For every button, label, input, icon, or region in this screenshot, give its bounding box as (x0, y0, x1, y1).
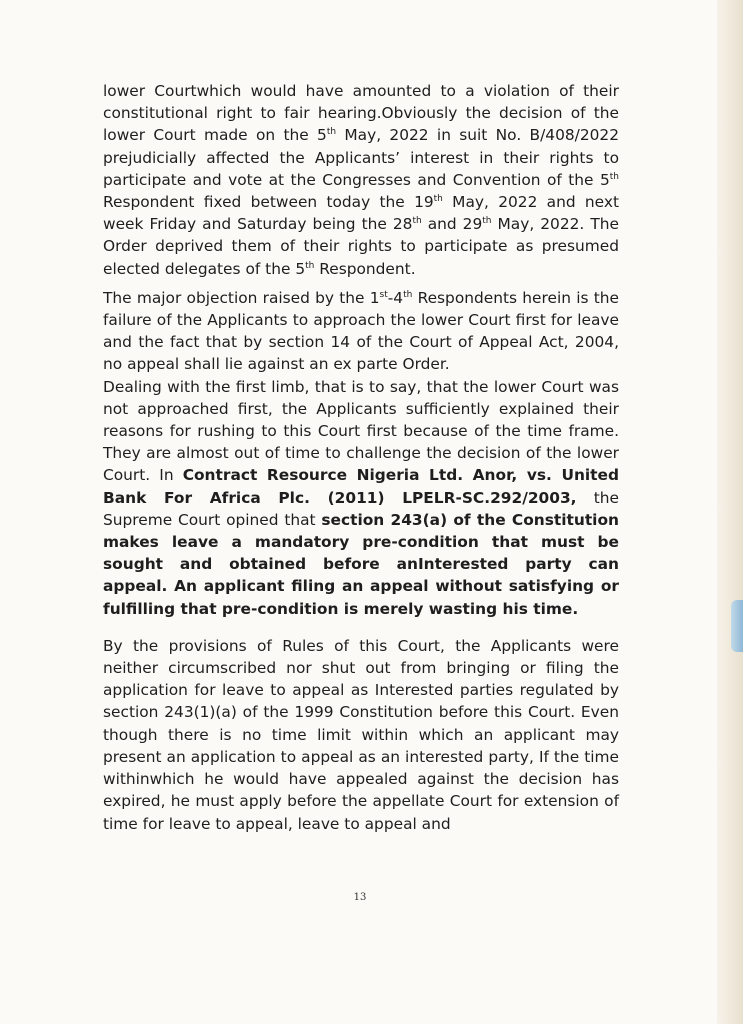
blue-tab-marker (731, 600, 743, 652)
paragraph-fair-hearing: lower Courtwhich would have amounted to a violation of their constitutional right to fair hearing.Obviously the decision of the lower Court made on the 5th May, 2022 in suit No. B/408/2022 prejudicially affected the Applicants’ interest in their rights to participate and vote at the Congresses and Convention of the 5th Respondent fixed between today the 19th May, 2022 and next week Friday and Saturday being the 28th and 29th May, 2022. The Order deprived them of their rights to participate as presumed elected delegates of the 5th Respondent. (103, 82, 620, 278)
quoted-holding: section 243(a) of the Constitution makes leave a mandatory pre-condition that must be sought and obtained before anInterested party can appeal. An applicant filing an appeal without satisfying or fulfilling that pre-condition is merely wasting his time. (103, 510, 619, 618)
document-body (103, 80, 619, 835)
page-edge-shadow (717, 0, 743, 1024)
paragraph-major-objection: The major objection raised by the 1st-4th Respondents herein is the failure of the Applicants to approach the lower Court first for leave and the fact that by section 14 of the Court of Appeal Act, 2004, no appeal shall lie against an ex parte Order. (103, 288, 619, 374)
case-citation: Contract Resource Nigeria Ltd. Anor, vs. United Bank For Africa Plc. (2011) LPELR-SC.292/2003, (103, 466, 619, 507)
paragraph-rules-of-court: By the provisions of Rules of this Court, the Applicants were neither circumscribed nor shut out from bringing or filing the application for leave to appeal as Interested parties regulated by section 243(1)(a) of the 1999 Constitution before this Court. Even though there is no time limit within which an applicant may present an application to appeal as an interested party, If the time withinwhich he would have appealed against the decision has expired, he must apply before the appellate Court for extension of time for leave to appeal, leave to appeal and (103, 636, 619, 833)
page-number: 13 (353, 892, 367, 903)
paragraph-first-limb: Dealing with the first limb, that is to say, that the lower Court was not approached first, the Applicants sufficiently explained their reasons for rushing to this Court first because of the time frame. They are almost out of time to challenge the decision of the lower Court. In Contract Resource Nigeria Ltd. Anor, vs. United Bank For Africa Plc. (2011) LPELR-SC.292/2003, the Supreme Court opined that section 243(a) of the Constitution makes leave a mandatory pre-condition that must be sought and obtained before anInterested party can appeal. An applicant filing an appeal without satisfying or fulfilling that pre-condition is merely wasting his time. (103, 377, 619, 618)
